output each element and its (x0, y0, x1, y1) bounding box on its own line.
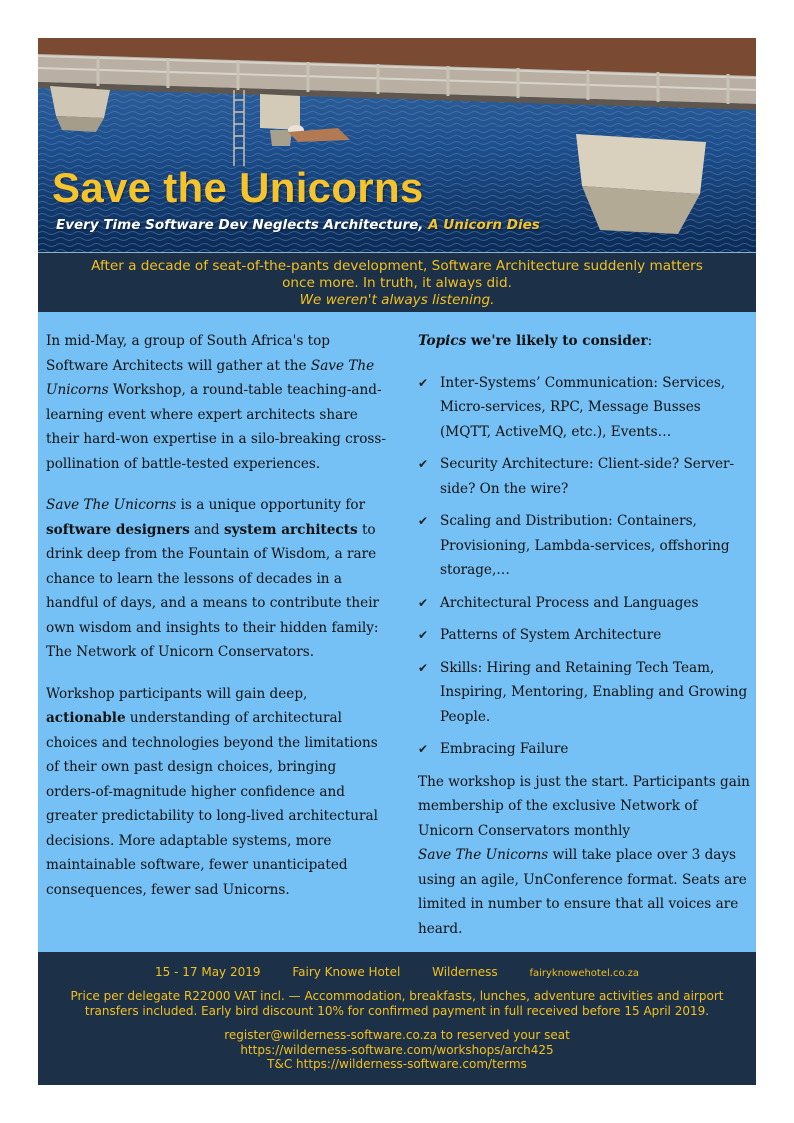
checkmark-icon: ✔ (418, 660, 429, 675)
topic-text: Architectural Process and Languages (440, 594, 699, 611)
event-location: Wilderness (432, 965, 498, 979)
intro-line-3: We weren't always listening. (299, 292, 495, 308)
right-column (418, 329, 750, 958)
workshop-name: Save The Unicorns (46, 357, 375, 398)
topics-label: Topics (418, 333, 467, 349)
list-item (418, 591, 750, 616)
text-run: understanding of architectural choices and technologies beyond the limitations of their own past design choices, bringing orders-of-magnitude higher confidence and greater predictability to long-lived architectural decisions. More adaptable systems, more maintainable software, fewer unanticipated consequences, fewer sad Unicorns. (46, 710, 378, 898)
contact-info (38, 1028, 756, 1072)
workshop-name: Save The Unicorns (418, 847, 549, 863)
paragraph-closing (418, 770, 750, 942)
event-venue: Fairy Knowe Hotel (292, 965, 401, 979)
text-run: : (647, 333, 653, 349)
text-run: and (189, 521, 224, 538)
list-item (418, 623, 750, 648)
topic-text: Embracing Failure (440, 741, 569, 757)
flyer-page (38, 38, 756, 1085)
list-item (418, 656, 750, 730)
event-dates: 15 - 17 May 2019 (155, 965, 261, 979)
paragraph-participants (46, 682, 386, 903)
topics-heading (418, 329, 750, 354)
pricing-text: Price per delegate R22000 VAT incl. — Accommodation, breakfasts, lunches, adventure activities and airport transfers included. Early bird discount 10% for confirmed payment in full received before 15 April 2019. (70, 989, 724, 1018)
checkmark-icon: ✔ (418, 595, 429, 610)
hero-banner (38, 38, 756, 252)
intro-line-2: once more. In truth, it always did. (282, 275, 512, 291)
text-run: Workshop, a round-table teaching-and-learning event where expert architects share their hard-won expertise in a silo-breaking cross-pollination of battle-tested experiences. (46, 382, 386, 472)
page-title: Save the Unicorns (52, 164, 424, 211)
subtitle-accent: A Unicorn Dies (428, 217, 540, 233)
text-run: In mid-May, a group of South Africa's top Software Architects will gather at the (46, 333, 330, 374)
intro-banner (38, 252, 756, 312)
subtitle-main: Every Time Software Dev Neglects Architecture, (56, 217, 429, 233)
text-run: The workshop is just the start. Participants gain membership of the exclusive Network of Unicorn Conservators monthly (418, 773, 750, 839)
checkmark-icon: ✔ (418, 628, 429, 642)
checkmark-icon: ✔ (418, 514, 429, 528)
topics-list (418, 371, 750, 762)
topic-text: Skills: Hiring and Retaining Tech Team, Inspiring, Mentoring, Enabling and Growing People. (440, 659, 748, 725)
emphasis-text: actionable (46, 710, 126, 726)
event-footer (38, 952, 756, 1085)
text-run: will take place over 3 days using an agile, UnConference format. Seats are limited in number to ensure that all voices are heard. (418, 847, 747, 937)
list-item (418, 371, 750, 445)
list-item (418, 509, 750, 583)
intro-line-1: After a decade of seat-of-the-pants development, Software Architecture suddenly matters (91, 258, 703, 274)
terms-link[interactable]: T&C https://wilderness-software.com/terms (267, 1057, 527, 1071)
checkmark-icon: ✔ (418, 742, 429, 756)
left-column (46, 329, 386, 919)
text-run: Workshop participants will gain deep, (46, 685, 308, 702)
register-email-link[interactable]: register@wilderness-software.co.za to reserved your seat (224, 1028, 570, 1042)
topic-text: Inter-Systems’ Communication: Services, Micro-services, RPC, Message Busses (MQTT, ActiveMQ, etc.), Events… (440, 374, 726, 440)
topic-text: Scaling and Distribution: Containers, Provisioning, Lambda-services, offshoring storage,… (440, 513, 730, 578)
list-item (418, 737, 750, 762)
checkmark-icon: ✔ (418, 375, 429, 390)
page-subtitle (56, 217, 540, 233)
topic-text: Patterns of System Architecture (440, 627, 662, 643)
topics-label-rest: we're likely to consider (466, 333, 648, 349)
main-content (38, 312, 756, 952)
paragraph-intro (46, 329, 386, 476)
event-details (38, 965, 756, 979)
emphasis-text: system architects (223, 521, 358, 538)
text-run: to drink deep from the Fountain of Wisdom, a rare chance to learn the lessons of decades in a handful of days, and a means to contribute their own wisdom and insights to their hidden family: The Network of Unicorn Conservators. (46, 521, 380, 660)
list-item (418, 452, 750, 501)
workshop-name: Save The Unicorns (46, 497, 177, 513)
workshop-url-link[interactable]: https://wilderness-software.com/workshops/arch425 (240, 1042, 554, 1057)
emphasis-text: software designers (46, 521, 190, 538)
venue-website-link[interactable]: fairyknowehotel.co.za (529, 968, 639, 979)
paragraph-opportunity (46, 493, 386, 665)
checkmark-icon: ✔ (418, 457, 429, 471)
topic-text: Security Architecture: Client-side? Server-side? On the wire? (440, 456, 735, 497)
text-run: is a unique opportunity for (176, 497, 366, 513)
